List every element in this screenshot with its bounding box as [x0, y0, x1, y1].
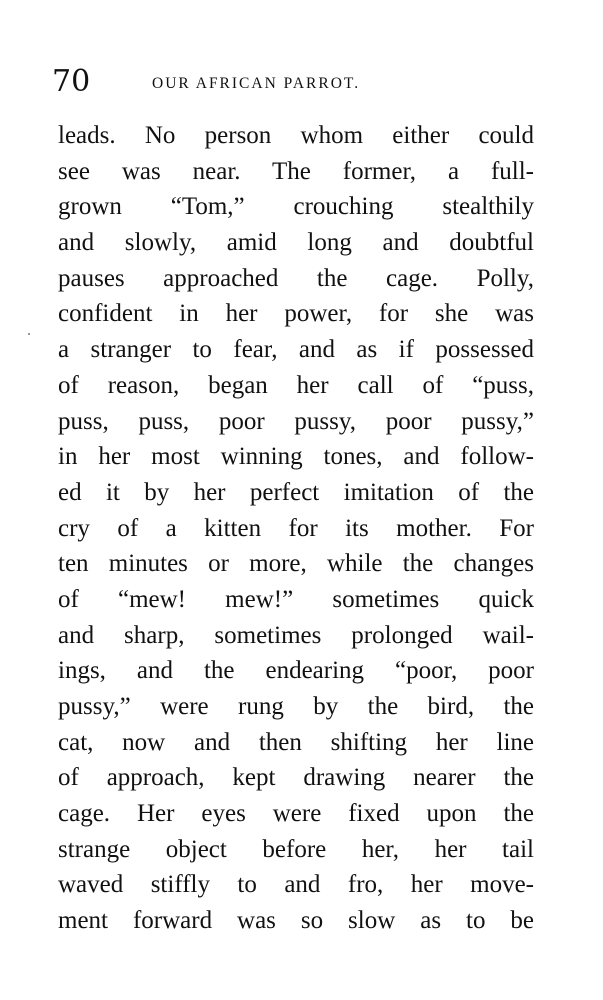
text-line: in her most winning tones, and follow-: [58, 443, 534, 471]
running-title: OUR AFRICAN PARROT.: [152, 75, 361, 92]
text-line: pauses approached the cage. Polly,: [58, 264, 534, 292]
text-line: a stranger to fear, and as if possessed: [58, 336, 534, 364]
text-line: cry of a kitten for its mother. For: [58, 514, 534, 542]
text-line: of “mew! mew!” sometimes quick: [58, 585, 534, 613]
text-line: waved stiffly to and fro, her move-: [58, 871, 534, 899]
text-line: of reason, began her call of “puss,: [58, 371, 534, 399]
text-line: pussy,” were rung by the bird, the: [58, 693, 534, 720]
paper-speck: [28, 333, 30, 335]
text-line: ings, and the endearing “poor, poor: [58, 657, 534, 685]
text-line: cat, now and then shifting her line: [58, 728, 534, 756]
text-line: confident in her power, for she was: [58, 300, 534, 328]
body-text: [58, 118, 534, 939]
text-line: and slowly, amid long and doubtful: [58, 229, 534, 257]
text-line: cage. Her eyes were fixed upon the: [58, 800, 534, 828]
text-line: of approach, kept drawing nearer the: [58, 764, 534, 792]
text-line: see was near. The former, a full-: [58, 157, 534, 185]
text-line: and sharp, sometimes prolonged wail-: [58, 621, 534, 649]
text-line: puss, puss, poor pussy, poor pussy,”: [58, 407, 534, 435]
text-line: strange object before her, her tail: [58, 835, 534, 863]
running-head: [52, 62, 572, 102]
page-number: 70: [52, 64, 91, 99]
text-line: ment forward was so slow as to be: [58, 907, 534, 935]
text-line: grown “Tom,” crouching stealthily: [58, 193, 534, 221]
text-line: ed it by her perfect imitation of the: [58, 478, 534, 506]
text-line: ten minutes or more, while the changes: [58, 550, 534, 578]
text-line: leads. No person whom either could: [58, 122, 534, 149]
